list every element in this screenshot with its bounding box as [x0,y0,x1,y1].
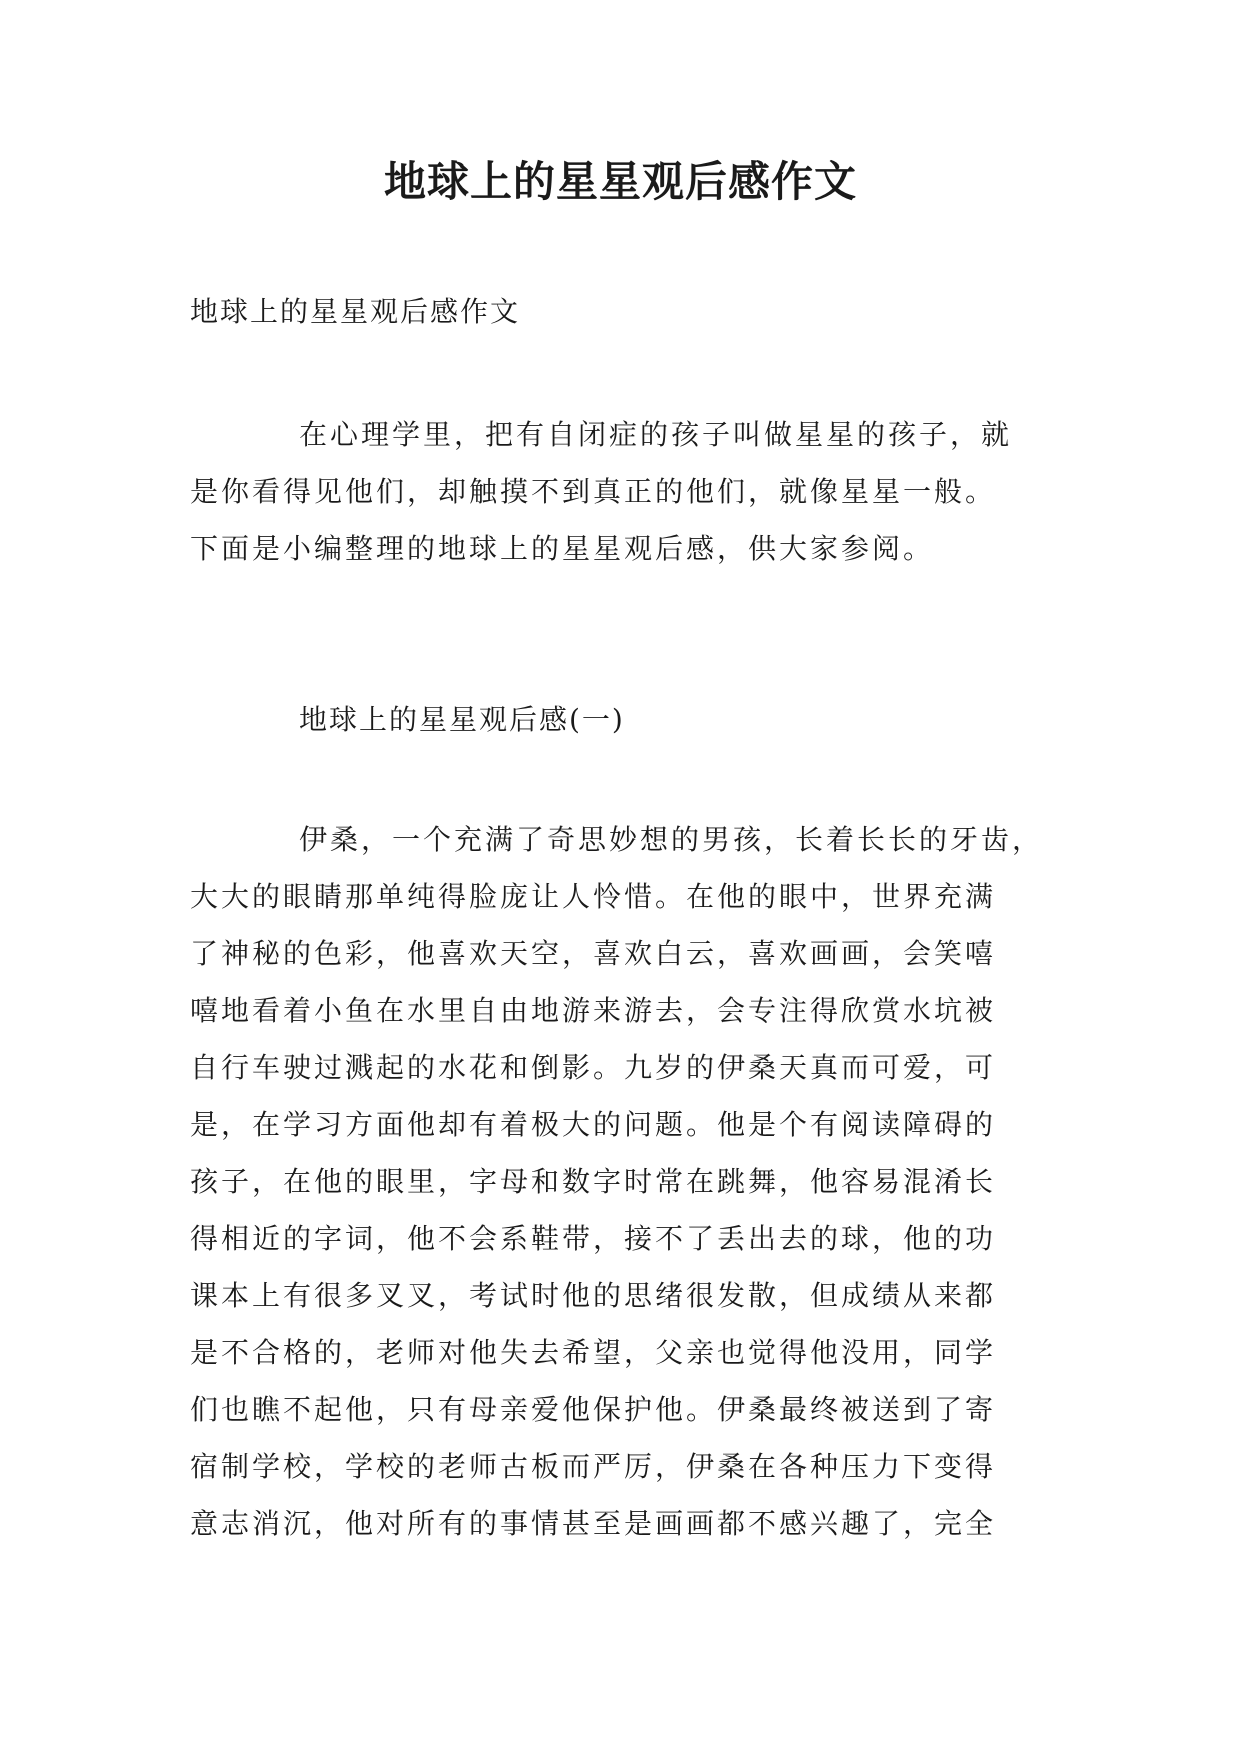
body-line: 自行车驶过溅起的水花和倒影。九岁的伊桑天真而可爱，可 [190,1051,997,1084]
body-line: 伊桑，一个充满了奇思妙想的男孩，长着长长的牙齿， [299,823,1044,856]
intro-line: 是你看得见他们，却触摸不到真正的他们，就像星星一般。 [190,475,997,508]
body-line: 宿制学校，学校的老师古板而严厉，伊桑在各种压力下变得 [190,1450,997,1483]
section-heading: 地球上的星星观后感(一) [299,703,625,736]
body-line: 了神秘的色彩，他喜欢天空，喜欢白云，喜欢画画，会笑嘻 [190,937,997,970]
body-line: 课本上有很多叉叉，考试时他的思绪很发散，但成绩从来都 [190,1279,997,1312]
body-line: 们也瞧不起他，只有母亲爱他保护他。伊桑最终被送到了寄 [190,1393,997,1426]
body-line: 得相近的字词，他不会系鞋带，接不了丢出去的球，他的功 [190,1222,997,1255]
body-line: 嘻地看着小鱼在水里自由地游来游去，会专注得欣赏水坑被 [190,994,997,1027]
intro-paragraph [190,406,1060,577]
intro-line: 下面是小编整理的地球上的星星观后感，供大家参阅。 [190,532,935,565]
body-line: 孩子，在他的眼里，字母和数字时常在跳舞，他容易混淆长 [190,1165,997,1198]
body-line: 意志消沉，他对所有的事情甚至是画画都不感兴趣了，完全 [190,1507,997,1540]
document-subtitle: 地球上的星星观后感作文 [190,295,521,328]
body-line: 是不合格的，老师对他失去希望，父亲也觉得他没用，同学 [190,1336,997,1369]
intro-line: 在心理学里，把有自闭症的孩子叫做星星的孩子，就 [299,418,1013,451]
body-paragraph [190,811,1060,1552]
body-line: 大大的眼睛那单纯得脸庞让人怜惜。在他的眼中，世界充满 [190,880,997,913]
body-line: 是，在学习方面他却有着极大的问题。他是个有阅读障碍的 [190,1108,997,1141]
document-title: 地球上的星星观后感作文 [383,157,857,206]
